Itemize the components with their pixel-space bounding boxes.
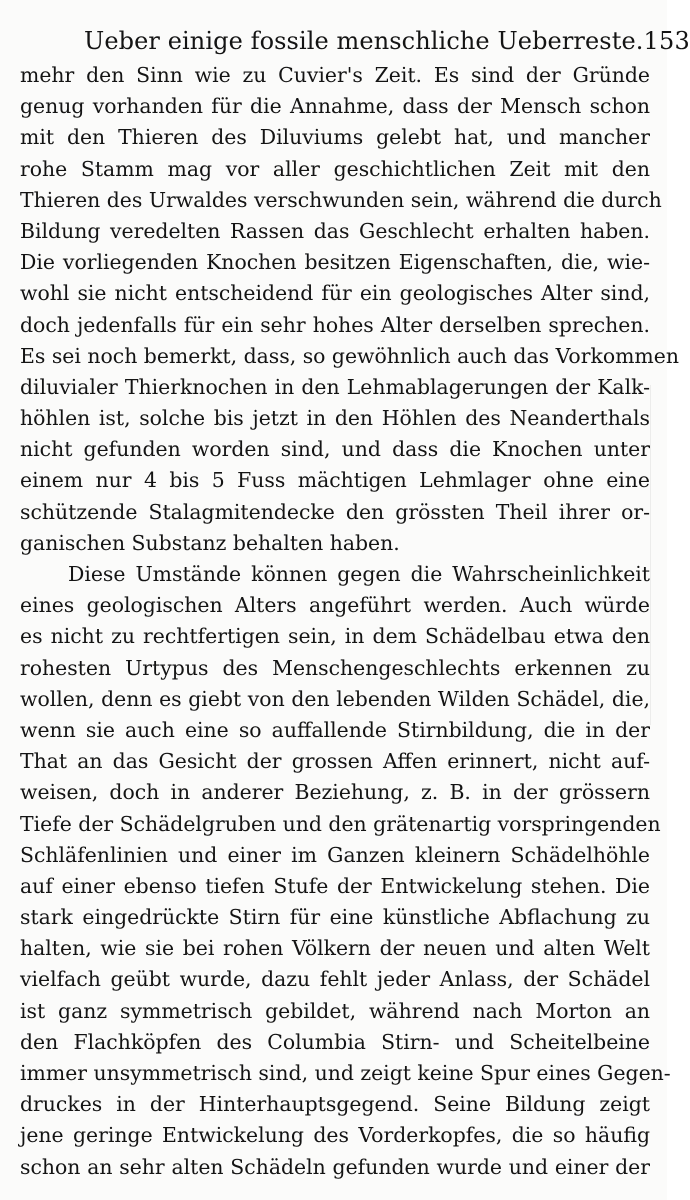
text-line: wohl sie nicht entscheidend für ein geologisches Alter sind, bbox=[20, 281, 650, 306]
text-line: ganischen Substanz behalten haben. bbox=[20, 530, 400, 555]
page-number: 153 bbox=[643, 27, 690, 55]
text-line: Tiefe der Schädelgruben und den grätenartig vorspringenden bbox=[20, 811, 661, 836]
text-line: auf einer ebenso tiefen Stufe der Entwickelung stehen. Die bbox=[20, 873, 650, 898]
text-line: genug vorhanden für die Annahme, dass der Mensch schon bbox=[20, 94, 650, 119]
text-line: Schläfenlinien und einer im Ganzen kleinern Schädelhöhle bbox=[20, 842, 650, 867]
text-line: doch jedenfalls für ein sehr hohes Alter derselben sprechen. bbox=[20, 312, 650, 337]
text-line: ist ganz symmetrisch gebildet, während nach Morton an bbox=[20, 998, 650, 1023]
text-line: Diese Umstände können gegen die Wahrscheinlichkeit bbox=[68, 562, 650, 586]
page-crease bbox=[650, 385, 667, 725]
running-title: Ueber einige fossile menschliche Ueberreste. bbox=[84, 27, 644, 55]
text-line: Die vorliegenden Knochen besitzen Eigenschaften, die, wie- bbox=[20, 250, 650, 275]
text-line: Thieren des Urwaldes verschwunden sein, während die durch bbox=[20, 187, 662, 212]
text-line: vielfach geübt wurde, dazu fehlt jeder Anlass, der Schädel bbox=[20, 967, 650, 992]
text-line: höhlen ist, solche bis jetzt in den Höhlen des Neanderthals bbox=[20, 406, 650, 431]
text-line: diluvialer Thierknochen in den Lehmablagerungen der Kalk- bbox=[20, 374, 650, 399]
text-line: weisen, doch in anderer Beziehung, z. B. in der grössern bbox=[20, 780, 650, 805]
text-line: jene geringe Entwickelung des Vorderkopfes, die so häufig bbox=[20, 1123, 650, 1148]
text-line: rohe Stamm mag vor aller geschichtlichen Zeit mit den bbox=[20, 156, 650, 181]
body-text bbox=[20, 60, 679, 1183]
text-line: druckes in der Hinterhauptsgegend. Seine Bildung zeigt bbox=[20, 1092, 650, 1117]
text-line: eines geologischen Alters angeführt werden. Auch würde bbox=[20, 593, 650, 618]
text-line: schützende Stalagmitendecke den grössten Theil ihrer or- bbox=[20, 499, 650, 524]
running-header bbox=[84, 23, 690, 59]
text-line: einem nur 4 bis 5 Fuss mächtigen Lehmlager ohne eine bbox=[20, 468, 650, 493]
text-line: immer unsymmetrisch sind, und zeigt keine Spur eines Gegen- bbox=[20, 1061, 671, 1085]
text-line: wenn sie auch eine so auffallende Stirnbildung, die in der bbox=[20, 717, 650, 742]
text-line: That an das Gesicht der grossen Affen erinnert, nicht auf- bbox=[20, 749, 650, 774]
text-line: schon an sehr alten Schädeln gefunden wurde und einer der bbox=[20, 1154, 650, 1179]
text-line: es nicht zu rechtfertigen sein, in dem Schädelbau etwa den bbox=[20, 624, 650, 649]
text-line: mehr den Sinn wie zu Cuvier's Zeit. Es sind der Gründe bbox=[20, 63, 650, 87]
text-line: stark eingedrückte Stirn für eine künstliche Abflachung zu bbox=[20, 905, 650, 930]
text-line: nicht gefunden worden sind, und dass die Knochen unter bbox=[20, 437, 650, 462]
text-line: rohesten Urtypus des Menschengeschlechts erkennen zu bbox=[20, 655, 650, 680]
text-line: Es sei noch bemerkt, dass, so gewöhnlich auch das Vorkommen bbox=[20, 343, 679, 368]
text-line: wollen, denn es giebt von den lebenden Wilden Schädel, die, bbox=[20, 686, 650, 711]
text-line: Bildung veredelten Rassen das Geschlecht erhalten haben. bbox=[20, 218, 650, 243]
text-line: den Flachköpfen des Columbia Stirn- und Scheitelbeine bbox=[20, 1029, 650, 1054]
text-line: halten, wie sie bei rohen Völkern der neuen und alten Welt bbox=[20, 936, 650, 961]
text-line: mit den Thieren des Diluviums gelebt hat, und mancher bbox=[20, 125, 650, 150]
